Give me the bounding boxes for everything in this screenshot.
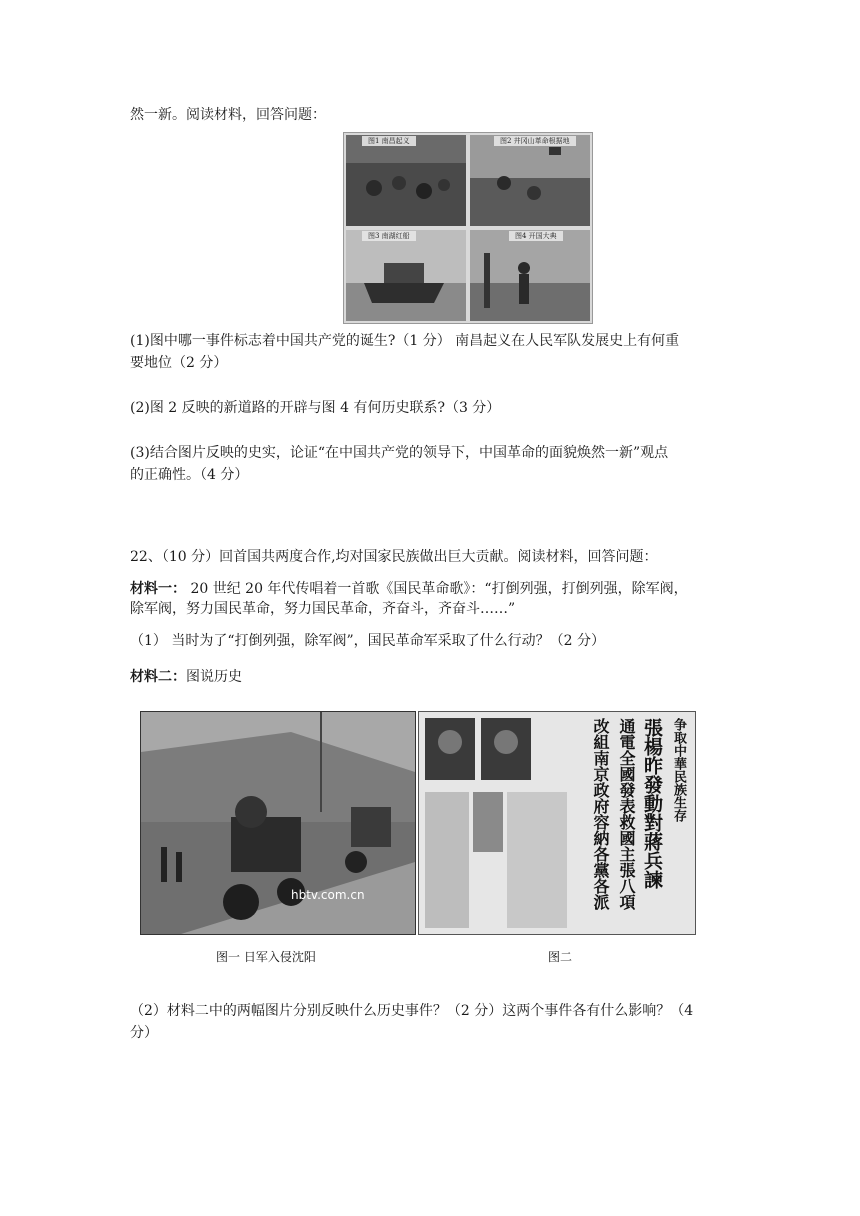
q22-part2-line2: 分） [130, 1025, 158, 1041]
figure-2-headline-1: 争取中華民族生存 [671, 718, 686, 822]
collage-label-3: 图3 南湖红船 [362, 231, 416, 241]
q21-part1-line2: 要地位（2 分） [130, 355, 228, 371]
intro-text: 然一新。阅读材料，回答问题： [130, 107, 326, 123]
figure-2-headline-3: 通電全國發表救國主張八項 [617, 718, 636, 910]
history-photo-collage [343, 132, 593, 324]
figure-2-headline-2: 張楊昨發動對蔣兵諫 [641, 718, 663, 889]
q21-part1-line1: (1)图中哪一事件标志着中国共产党的诞生?（1 分） 南昌起义在人民军队发展史上有何重 [130, 333, 680, 349]
q21-part3-line1: (3)结合图片反映的史实，论证“在中国共产党的领导下，中国革命的面貌焕然一新”观点 [130, 445, 669, 461]
figure-1-graphic [141, 712, 415, 934]
collage-graphic [344, 133, 592, 323]
figure-1-watermark: hbtv.com.cn [291, 888, 365, 902]
collage-label-4: 图4 开国大典 [509, 231, 563, 241]
q22-title: 22、（10 分）回首国共两度合作,均对国家民族做出巨大贡献。阅读材料，回答问题： [130, 549, 658, 565]
material-1-line2: 除军阀，努力国民革命，努力国民革命，齐奋斗，齐奋斗……” [130, 601, 516, 617]
q21-part3-line2: 的正确性。（4 分） [130, 467, 249, 483]
figure-2-newspaper [418, 711, 696, 935]
q21-part2: (2)图 2 反映的新道路的开辟与图 4 有何历史联系?（3 分） [130, 400, 501, 416]
figure-1-photo [140, 711, 416, 935]
collage-label-2: 图2 井冈山革命根据地 [494, 136, 576, 146]
figure-2-headline-4: 改組南京政府容納各黨各派 [591, 718, 610, 910]
q22-part2-line1: （2）材料二中的两幅图片分别反映什么历史事件？（2 分）这两个事件各有什么影响？（4 [130, 1003, 694, 1019]
figure-2-caption: 图二 [548, 950, 573, 964]
material-1-label: 材料一： [130, 581, 186, 597]
figure-1-caption: 图一 日军入侵沈阳 [216, 950, 316, 964]
collage-label-1: 图1 南昌起义 [362, 136, 416, 146]
q22-part1: （1） 当时为了“打倒列强，除军阀”，国民革命军采取了什么行动？（2 分） [130, 633, 606, 649]
material-2-text: 图说历史 [186, 669, 242, 685]
material-2-label: 材料二： [130, 669, 186, 685]
material-1-text: 20 世纪 20 年代传唱着一首歌《国民革命歌》：“打倒列强，打倒列强，除军阀， [186, 581, 688, 597]
